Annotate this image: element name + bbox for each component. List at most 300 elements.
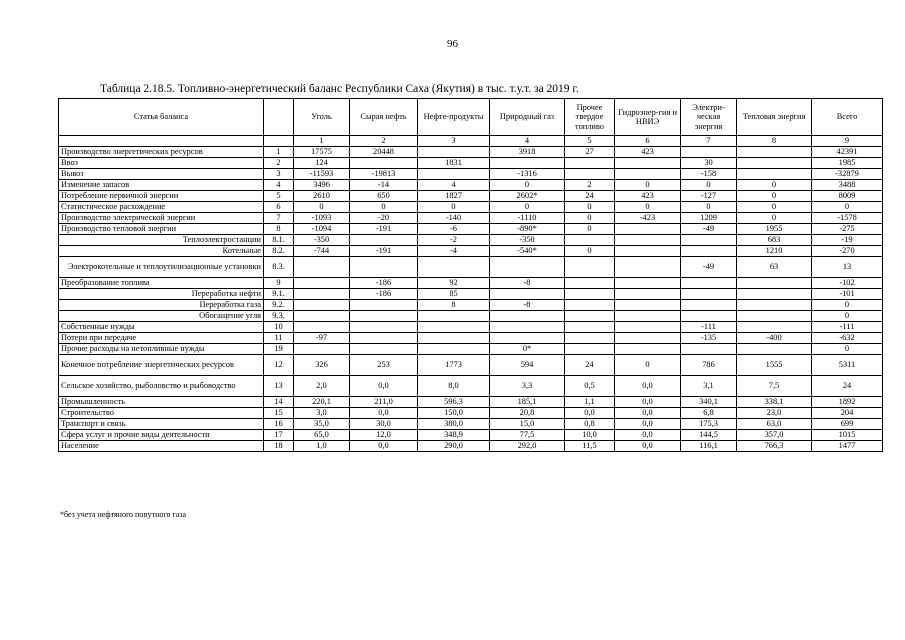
table-cell: 1477	[812, 441, 883, 452]
table-cell: 1892	[812, 397, 883, 408]
table-cell: -11593	[294, 169, 350, 180]
table-cell: -49	[681, 257, 737, 278]
table-cell: -49	[681, 224, 737, 235]
table-cell: 1773	[418, 355, 490, 376]
table-cell: 0	[737, 202, 812, 213]
table-cell	[565, 289, 615, 300]
column-number	[264, 136, 294, 147]
row-code: 18	[264, 441, 294, 452]
row-label: Теплоэлектростанции	[59, 235, 264, 246]
table-cell: 0,0	[350, 408, 418, 419]
table-cell	[565, 300, 615, 311]
row-label: Котельные	[59, 246, 264, 257]
table-cell: 0	[565, 246, 615, 257]
table-cell: 786	[681, 355, 737, 376]
table-cell: -111	[812, 322, 883, 333]
table-cell: -111	[681, 322, 737, 333]
table-cell	[418, 344, 490, 355]
table-cell	[615, 169, 681, 180]
table-cell	[615, 278, 681, 289]
row-code: 8.2.	[264, 246, 294, 257]
table-cell	[615, 311, 681, 322]
table-cell: 11,5	[565, 441, 615, 452]
row-label: Промышленность	[59, 397, 264, 408]
table-cell: 0,0	[350, 376, 418, 397]
table-cell	[350, 257, 418, 278]
table-cell: -1316	[490, 169, 565, 180]
header-cell: Гидроэнер-гия и НВИЭ	[615, 99, 681, 136]
table-cell	[681, 289, 737, 300]
table-cell: 3918	[490, 147, 565, 158]
header-cell: Статья баланса	[59, 99, 264, 136]
table-cell: 175,3	[681, 419, 737, 430]
row-label: Собственные нужды	[59, 322, 264, 333]
table-row	[59, 430, 883, 441]
header-cell: Тепловая энергия	[737, 99, 812, 136]
table-cell: -540*	[490, 246, 565, 257]
table-cell: 0	[812, 344, 883, 355]
table-cell	[418, 322, 490, 333]
table-cell	[565, 158, 615, 169]
table-cell: -158	[681, 169, 737, 180]
table-row	[59, 246, 883, 257]
table-cell	[681, 311, 737, 322]
table-cell	[294, 278, 350, 289]
table-cell: 0*	[490, 344, 565, 355]
table-row	[59, 257, 883, 278]
table-cell: 0,0	[615, 397, 681, 408]
table-cell	[418, 147, 490, 158]
table-row	[59, 441, 883, 452]
table-cell	[681, 235, 737, 246]
table-row	[59, 235, 883, 246]
table-cell: 594	[490, 355, 565, 376]
row-label: Вывоз	[59, 169, 264, 180]
table-cell	[350, 158, 418, 169]
table-cell	[294, 289, 350, 300]
table-cell: 30	[681, 158, 737, 169]
row-label: Потери при передаче	[59, 333, 264, 344]
table-cell	[737, 311, 812, 322]
table-cell: 1209	[681, 213, 737, 224]
table-cell: 211,0	[350, 397, 418, 408]
row-code: 7	[264, 213, 294, 224]
table-cell: 0	[737, 191, 812, 202]
table-cell	[350, 235, 418, 246]
table-cell	[737, 289, 812, 300]
table-cell: 1827	[418, 191, 490, 202]
table-row	[59, 419, 883, 430]
row-code: 13	[264, 376, 294, 397]
table-row	[59, 344, 883, 355]
table-cell: 24	[565, 355, 615, 376]
column-number: 2	[350, 136, 418, 147]
row-code: 4	[264, 180, 294, 191]
table-cell: 77,5	[490, 430, 565, 441]
row-label: Конечное потребление энергетических ресурсов	[59, 355, 264, 376]
row-label: Производство электрической энергии	[59, 213, 264, 224]
table-cell: 423	[615, 191, 681, 202]
row-code: 11	[264, 333, 294, 344]
table-cell	[681, 147, 737, 158]
table-cell	[490, 158, 565, 169]
page-number: 96	[447, 38, 458, 50]
row-code: 12	[264, 355, 294, 376]
table-row	[59, 202, 883, 213]
table-cell: 35,0	[294, 419, 350, 430]
table-cell	[615, 246, 681, 257]
table-row	[59, 376, 883, 397]
row-label: Переработка нефти	[59, 289, 264, 300]
table-cell: -632	[812, 333, 883, 344]
table-cell: -8	[490, 278, 565, 289]
table-cell: 17575	[294, 147, 350, 158]
row-code: 10	[264, 322, 294, 333]
table-cell: 6,8	[681, 408, 737, 419]
table-cell: 340,1	[681, 397, 737, 408]
header-row	[59, 99, 883, 136]
table-cell	[737, 169, 812, 180]
column-number: 8	[737, 136, 812, 147]
table-cell: 124	[294, 158, 350, 169]
table-cell	[294, 300, 350, 311]
table-cell: 24	[565, 191, 615, 202]
table-cell: -6	[418, 224, 490, 235]
column-number: 5	[565, 136, 615, 147]
header-cell: Природный газ	[490, 99, 565, 136]
table-cell	[681, 300, 737, 311]
table-cell: 0	[737, 180, 812, 191]
table-cell: 326	[294, 355, 350, 376]
table-cell: -191	[350, 224, 418, 235]
table-cell: -275	[812, 224, 883, 235]
table-cell: 30,0	[350, 419, 418, 430]
table-cell	[490, 322, 565, 333]
table-cell: 0	[812, 311, 883, 322]
table-cell	[681, 278, 737, 289]
table-cell: -1578	[812, 213, 883, 224]
row-code: 16	[264, 419, 294, 430]
table-row	[59, 300, 883, 311]
table-row	[59, 147, 883, 158]
table-cell	[490, 257, 565, 278]
table-cell	[615, 322, 681, 333]
table-row	[59, 213, 883, 224]
table-cell: -14	[350, 180, 418, 191]
table-cell	[615, 235, 681, 246]
table-cell: 20,8	[490, 408, 565, 419]
table-cell	[565, 257, 615, 278]
table-cell: -350	[490, 235, 565, 246]
column-number: 1	[294, 136, 350, 147]
table-cell	[565, 333, 615, 344]
table-cell: 1955	[737, 224, 812, 235]
table-cell	[737, 158, 812, 169]
table-cell	[350, 300, 418, 311]
table-cell: -270	[812, 246, 883, 257]
table-cell: 3,0	[294, 408, 350, 419]
table-cell: 24	[812, 376, 883, 397]
row-label: Изменение запасов	[59, 180, 264, 191]
table-row	[59, 158, 883, 169]
table-cell: -1093	[294, 213, 350, 224]
row-label: Производство тепловой энергии	[59, 224, 264, 235]
table-cell: 0,0	[350, 441, 418, 452]
table-cell: 0	[737, 213, 812, 224]
table-cell: 85	[418, 289, 490, 300]
table-cell: 0,5	[565, 376, 615, 397]
table-cell: -102	[812, 278, 883, 289]
table-cell: 0	[615, 355, 681, 376]
table-cell: -19	[812, 235, 883, 246]
table-row	[59, 322, 883, 333]
table-cell: -423	[615, 213, 681, 224]
table-cell: -1094	[294, 224, 350, 235]
table-cell: 423	[615, 147, 681, 158]
table-cell: 338,1	[737, 397, 812, 408]
row-label: Транспорт и связь	[59, 419, 264, 430]
table-row	[59, 333, 883, 344]
table-cell: 13	[812, 257, 883, 278]
table-cell: 0	[565, 213, 615, 224]
row-code: 17	[264, 430, 294, 441]
row-code: 9.2.	[264, 300, 294, 311]
table-cell: 1210	[737, 246, 812, 257]
table-row	[59, 169, 883, 180]
table-cell: 8009	[812, 191, 883, 202]
table-cell: 3488	[812, 180, 883, 191]
table-cell: 3496	[294, 180, 350, 191]
table-cell: 0	[615, 180, 681, 191]
table-cell: 4	[418, 180, 490, 191]
table-cell: 253	[350, 355, 418, 376]
table-row	[59, 355, 883, 376]
table-cell: 23,0	[737, 408, 812, 419]
table-cell: 144,5	[681, 430, 737, 441]
footnote: *без учета нефтяного попутного газа	[60, 510, 187, 519]
table-cell: 92	[418, 278, 490, 289]
table-row	[59, 191, 883, 202]
table-cell	[565, 322, 615, 333]
table-cell: -101	[812, 289, 883, 300]
table-cell	[350, 311, 418, 322]
table-cell: -8	[490, 300, 565, 311]
table-cell: 0	[350, 202, 418, 213]
table-cell: 0,0	[615, 430, 681, 441]
table-cell: -400	[737, 333, 812, 344]
table-cell: -140	[418, 213, 490, 224]
row-code: 15	[264, 408, 294, 419]
column-number	[59, 136, 264, 147]
table-cell: 380,0	[418, 419, 490, 430]
table-cell: 116,1	[681, 441, 737, 452]
row-label: Производство энергетических ресурсов	[59, 147, 264, 158]
row-code: 8	[264, 224, 294, 235]
table-cell: 20448	[350, 147, 418, 158]
table-cell	[565, 235, 615, 246]
table-cell: 650	[350, 191, 418, 202]
table-cell: -1110	[490, 213, 565, 224]
table-cell	[681, 246, 737, 257]
table-cell: -890*	[490, 224, 565, 235]
table-cell: 8,0	[418, 376, 490, 397]
table-cell: 0	[615, 202, 681, 213]
table-cell	[565, 311, 615, 322]
row-label: Потребление первичной энергии	[59, 191, 264, 202]
column-number: 9	[812, 136, 883, 147]
table-cell	[350, 322, 418, 333]
table-cell: 0	[490, 180, 565, 191]
table-cell: 63	[737, 257, 812, 278]
table-cell: 2	[565, 180, 615, 191]
row-label: Электрокотельные и теплоутилизационные установки	[59, 257, 264, 278]
table-cell: -350	[294, 235, 350, 246]
table-cell	[737, 278, 812, 289]
row-label: Переработка газа	[59, 300, 264, 311]
table-cell	[490, 311, 565, 322]
header-cell: Сырая нефть	[350, 99, 418, 136]
table-cell: 1,0	[294, 441, 350, 452]
row-code: 2	[264, 158, 294, 169]
row-code: 5	[264, 191, 294, 202]
table-cell: 766,3	[737, 441, 812, 452]
row-label: Прочие расходы на нетопливные нужды	[59, 344, 264, 355]
table-cell: 1985	[812, 158, 883, 169]
table-cell	[418, 169, 490, 180]
row-code: 9	[264, 278, 294, 289]
table-cell	[490, 333, 565, 344]
row-label: Ввоз	[59, 158, 264, 169]
row-code: 8.1.	[264, 235, 294, 246]
table-cell: 65,0	[294, 430, 350, 441]
table-row	[59, 311, 883, 322]
row-code: 1	[264, 147, 294, 158]
table-cell: 357,0	[737, 430, 812, 441]
table-cell	[615, 257, 681, 278]
table-cell: -744	[294, 246, 350, 257]
table-cell: 596,3	[418, 397, 490, 408]
table-cell: -20	[350, 213, 418, 224]
column-number: 3	[418, 136, 490, 147]
table-cell: -191	[350, 246, 418, 257]
table-cell: 0,0	[565, 408, 615, 419]
table-cell: 27	[565, 147, 615, 158]
table-cell	[350, 344, 418, 355]
table-cell: -135	[681, 333, 737, 344]
table-cell: 150,0	[418, 408, 490, 419]
table-cell: 290,0	[418, 441, 490, 452]
table-row	[59, 408, 883, 419]
column-number-row	[59, 136, 883, 147]
table-cell: 1555	[737, 355, 812, 376]
table-row	[59, 289, 883, 300]
table-cell: -19813	[350, 169, 418, 180]
table-cell	[350, 333, 418, 344]
column-number: 6	[615, 136, 681, 147]
table-cell: 2,0	[294, 376, 350, 397]
table-cell: 15,0	[490, 419, 565, 430]
table-cell: 0	[681, 180, 737, 191]
table-cell	[418, 257, 490, 278]
table-cell: -32879	[812, 169, 883, 180]
column-number: 7	[681, 136, 737, 147]
row-code: 9.1.	[264, 289, 294, 300]
header-cell: Нефте-продукты	[418, 99, 490, 136]
row-label: Преобразование топлива	[59, 278, 264, 289]
table-caption: Таблица 2.18.5. Топливно-энергетический баланс Республики Саха (Якутия) в тыс. т.у.т. за 2019 г.	[100, 83, 579, 95]
table-row	[59, 278, 883, 289]
table-cell: 8	[418, 300, 490, 311]
table-cell: 699	[812, 419, 883, 430]
table-cell	[615, 344, 681, 355]
table-cell: 1,1	[565, 397, 615, 408]
table-cell: 0,0	[615, 419, 681, 430]
table-cell	[737, 147, 812, 158]
table-cell	[565, 278, 615, 289]
row-label: Статистическое расхождение	[59, 202, 264, 213]
table-cell: -186	[350, 289, 418, 300]
header-cell: Электри-ческая энергия	[681, 99, 737, 136]
header-cell: Уголь	[294, 99, 350, 136]
table-cell: 204	[812, 408, 883, 419]
table-row	[59, 397, 883, 408]
table-cell: 0	[812, 202, 883, 213]
table-cell: 0	[681, 202, 737, 213]
table-cell	[615, 300, 681, 311]
table-cell: -186	[350, 278, 418, 289]
row-label: Население	[59, 441, 264, 452]
table-cell: 3,3	[490, 376, 565, 397]
table-cell: 12,0	[350, 430, 418, 441]
table-cell: 0	[565, 202, 615, 213]
row-code: 3	[264, 169, 294, 180]
table-cell: 0	[812, 300, 883, 311]
table-cell: 292,0	[490, 441, 565, 452]
table-cell	[490, 289, 565, 300]
row-code: 9.3.	[264, 311, 294, 322]
table-cell: 3,1	[681, 376, 737, 397]
table-cell: -127	[681, 191, 737, 202]
table-cell: 0,0	[615, 376, 681, 397]
table-cell: 0	[418, 202, 490, 213]
table-cell	[615, 224, 681, 235]
table-cell: 0	[565, 224, 615, 235]
table-cell: 0	[490, 202, 565, 213]
table-cell	[294, 344, 350, 355]
table-cell	[737, 300, 812, 311]
table-cell	[418, 311, 490, 322]
table-cell	[737, 322, 812, 333]
table-cell	[615, 333, 681, 344]
row-code: 6	[264, 202, 294, 213]
row-code: 14	[264, 397, 294, 408]
table-cell: 220,1	[294, 397, 350, 408]
table-cell: -97	[294, 333, 350, 344]
table-cell: 348,9	[418, 430, 490, 441]
table-cell: 2602*	[490, 191, 565, 202]
row-label: Строительство	[59, 408, 264, 419]
table-cell: 42391	[812, 147, 883, 158]
table-cell	[615, 158, 681, 169]
table-body	[59, 147, 883, 452]
table-cell: 7,5	[737, 376, 812, 397]
row-code: 8.3.	[264, 257, 294, 278]
row-label: Сельское хозяйство, рыболовство и рыбоводство	[59, 376, 264, 397]
table-cell	[565, 169, 615, 180]
table-cell	[737, 344, 812, 355]
column-number: 4	[490, 136, 565, 147]
row-label: Сфера услуг и прочие виды деятельности	[59, 430, 264, 441]
